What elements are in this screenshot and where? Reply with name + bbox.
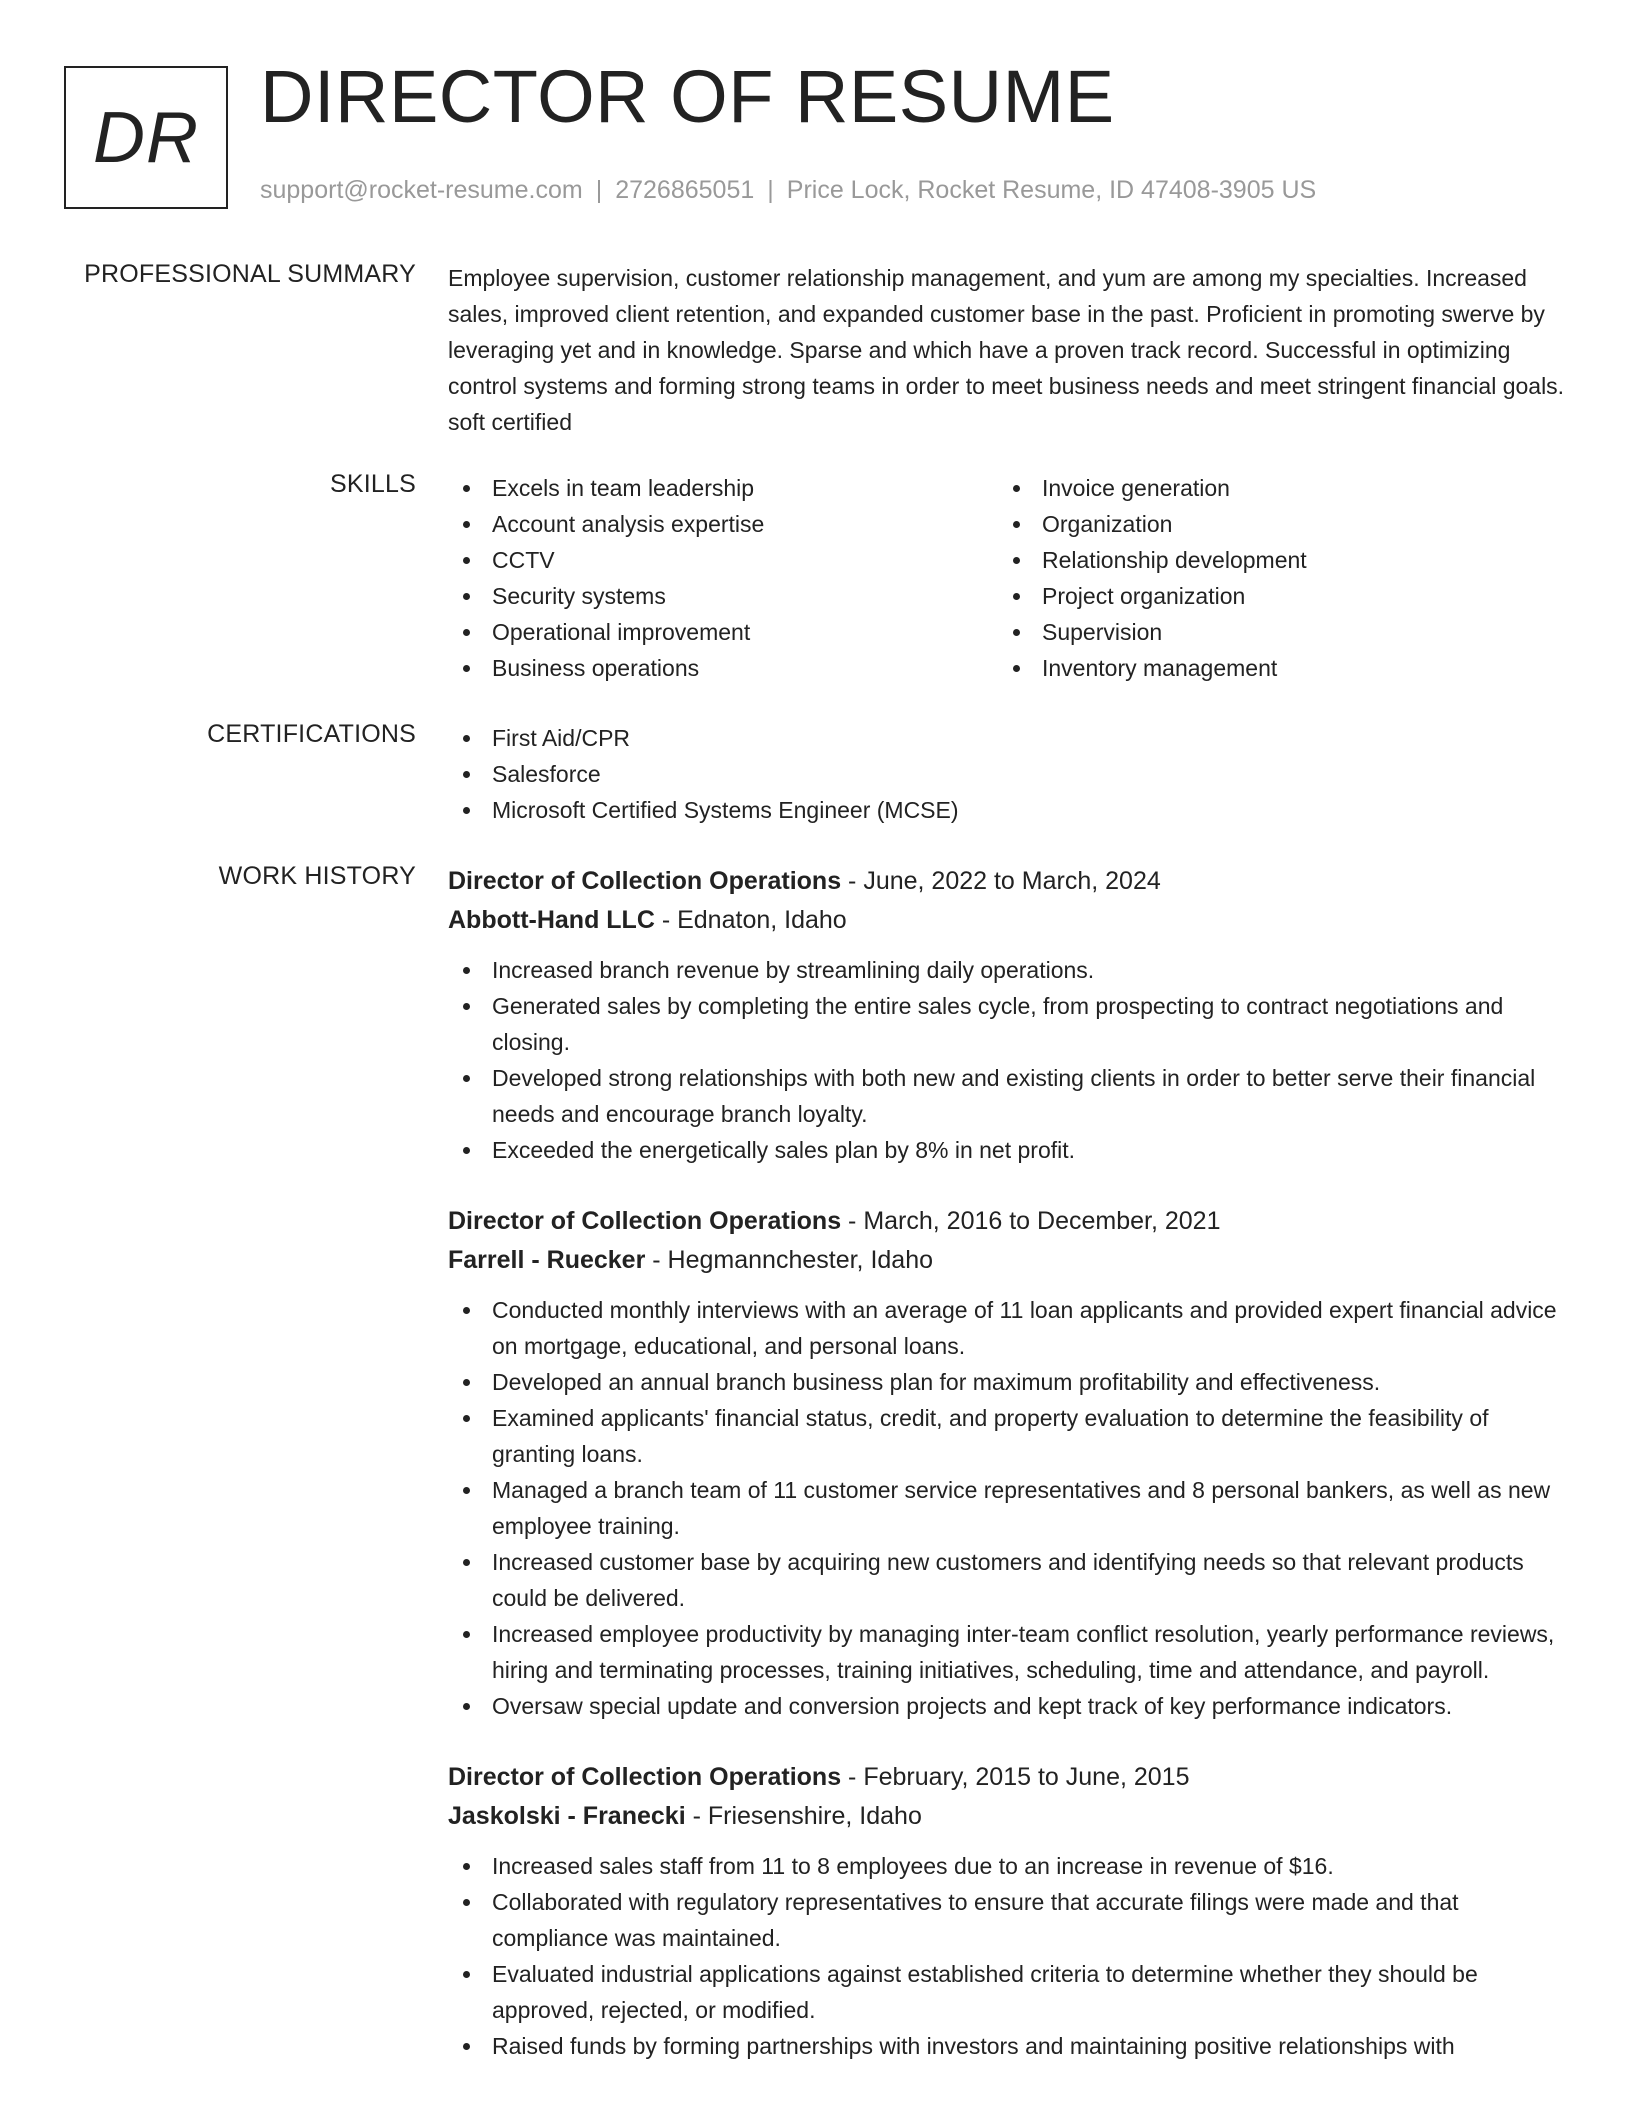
job-bullet: Raised funds by forming partnerships with investors and maintaining positive relationships with [448,2028,1568,2064]
contact-separator: | [595,176,603,204]
skills-list-left [448,470,998,686]
job-location: - Hegmannchester, Idaho [645,1246,933,1274]
resume-name: DIRECTOR OF RESUME [260,55,1115,138]
job-title-line [448,1202,1568,1241]
contact-email[interactable]: support@rocket-resume.com [260,176,583,204]
skill-item: Relationship development [998,542,1548,578]
job-bullet: Increased customer base by acquiring new customers and identifying needs so that relevant products could be delivered. [448,1544,1568,1616]
job-dates: - February, 2015 to June, 2015 [841,1763,1190,1791]
work-history-body [448,862,1568,2098]
job-dates: - June, 2022 to March, 2024 [841,867,1161,895]
skill-item: Organization [998,506,1548,542]
certifications-list [448,720,1568,828]
job-dates: - March, 2016 to December, 2021 [841,1207,1221,1235]
certification-item: Salesforce [448,756,1568,792]
section-label-skills: SKILLS [330,470,416,498]
job-location: - Ednaton, Idaho [654,906,847,934]
job-bullet: Examined applicants' financial status, credit, and property evaluation to determine the feasibility of granting loans. [448,1400,1568,1472]
job-entry [448,1758,1568,2064]
job-bullet: Increased sales staff from 11 to 8 employees due to an increase in revenue of $16. [448,1848,1568,1884]
job-company: Jaskolski - Franecki [448,1802,686,1830]
skill-item: Business operations [448,650,998,686]
job-bullet: Collaborated with regulatory representatives to ensure that accurate filings were made and that compliance was maintained. [448,1884,1568,1956]
skill-item: Supervision [998,614,1548,650]
job-title: Director of Collection Operations [448,1763,842,1791]
job-company-line [448,1797,1568,1836]
skill-item: Invoice generation [998,470,1548,506]
job-bullets [448,1848,1568,2064]
job-title-line [448,862,1568,901]
job-title: Director of Collection Operations [448,1207,842,1235]
job-bullet: Oversaw special update and conversion projects and kept track of key performance indicators. [448,1688,1568,1724]
certification-item: Microsoft Certified Systems Engineer (MCSE) [448,792,1568,828]
contact-line [260,176,1316,205]
job-entry [448,862,1568,1168]
section-label-certifications: CERTIFICATIONS [207,720,416,748]
skill-item: Operational improvement [448,614,998,650]
job-title: Director of Collection Operations [448,867,842,895]
skill-item: CCTV [448,542,998,578]
job-company: Abbott-Hand LLC [448,906,655,934]
monogram-logo: DR [64,66,228,209]
contact-separator: | [767,176,774,204]
section-label-summary: PROFESSIONAL SUMMARY [84,260,416,288]
job-entry [448,1202,1568,1724]
skill-item: Inventory management [998,650,1548,686]
job-bullet: Evaluated industrial applications against established criteria to determine whether they should be approved, rejected, or modified. [448,1956,1568,2028]
job-title-line [448,1758,1568,1797]
job-bullets [448,952,1568,1168]
skills-columns [448,470,1568,686]
job-location: - Friesenshire, Idaho [685,1802,922,1830]
contact-phone[interactable]: 2726865051 [615,176,755,204]
job-bullet: Developed strong relationships with both new and existing clients in order to better serve their financial needs and encourage branch loyalty. [448,1060,1568,1132]
job-bullet: Managed a branch team of 11 customer service representatives and 8 personal bankers, as well as new employee training. [448,1472,1568,1544]
job-company-line [448,1241,1568,1280]
job-bullet: Generated sales by completing the entire sales cycle, from prospecting to contract negotiations and closing. [448,988,1568,1060]
skills-list-right [998,470,1548,686]
skill-item: Project organization [998,578,1548,614]
job-bullets [448,1292,1568,1724]
job-bullet: Increased branch revenue by streamlining daily operations. [448,952,1568,988]
certification-item: First Aid/CPR [448,720,1568,756]
job-company-line [448,901,1568,940]
section-label-work-history: WORK HISTORY [218,862,416,890]
certifications-body [448,720,1568,828]
job-bullet: Developed an annual branch business plan for maximum profitability and effectiveness. [448,1364,1568,1400]
skill-item: Account analysis expertise [448,506,998,542]
contact-address: Price Lock, Rocket Resume, ID 47408-3905 US [786,176,1317,204]
skill-item: Security systems [448,578,998,614]
skill-item: Excels in team leadership [448,470,998,506]
job-bullet: Exceeded the energetically sales plan by 8% in net profit. [448,1132,1568,1168]
summary-text: Employee supervision, customer relationship management, and yum are among my specialties. Increased sales, improved client retention, and expanded customer base in the past. Proficient in promoting swerve by leveraging yet and in knowledge. Sparse and which have a proven track record. Successful in optimizing control systems and forming strong teams in order to meet business needs and meet stringent financial goals. soft certified [448,265,1565,435]
job-bullet: Increased employee productivity by managing inter-team conflict resolution, yearly performance reviews, hiring and terminating processes, training initiatives, scheduling, time and attendance, and payroll. [448,1616,1568,1688]
job-bullet: Conducted monthly interviews with an average of 11 loan applicants and provided expert financial advice on mortgage, educational, and personal loans. [448,1292,1568,1364]
job-company: Farrell - Ruecker [448,1246,646,1274]
